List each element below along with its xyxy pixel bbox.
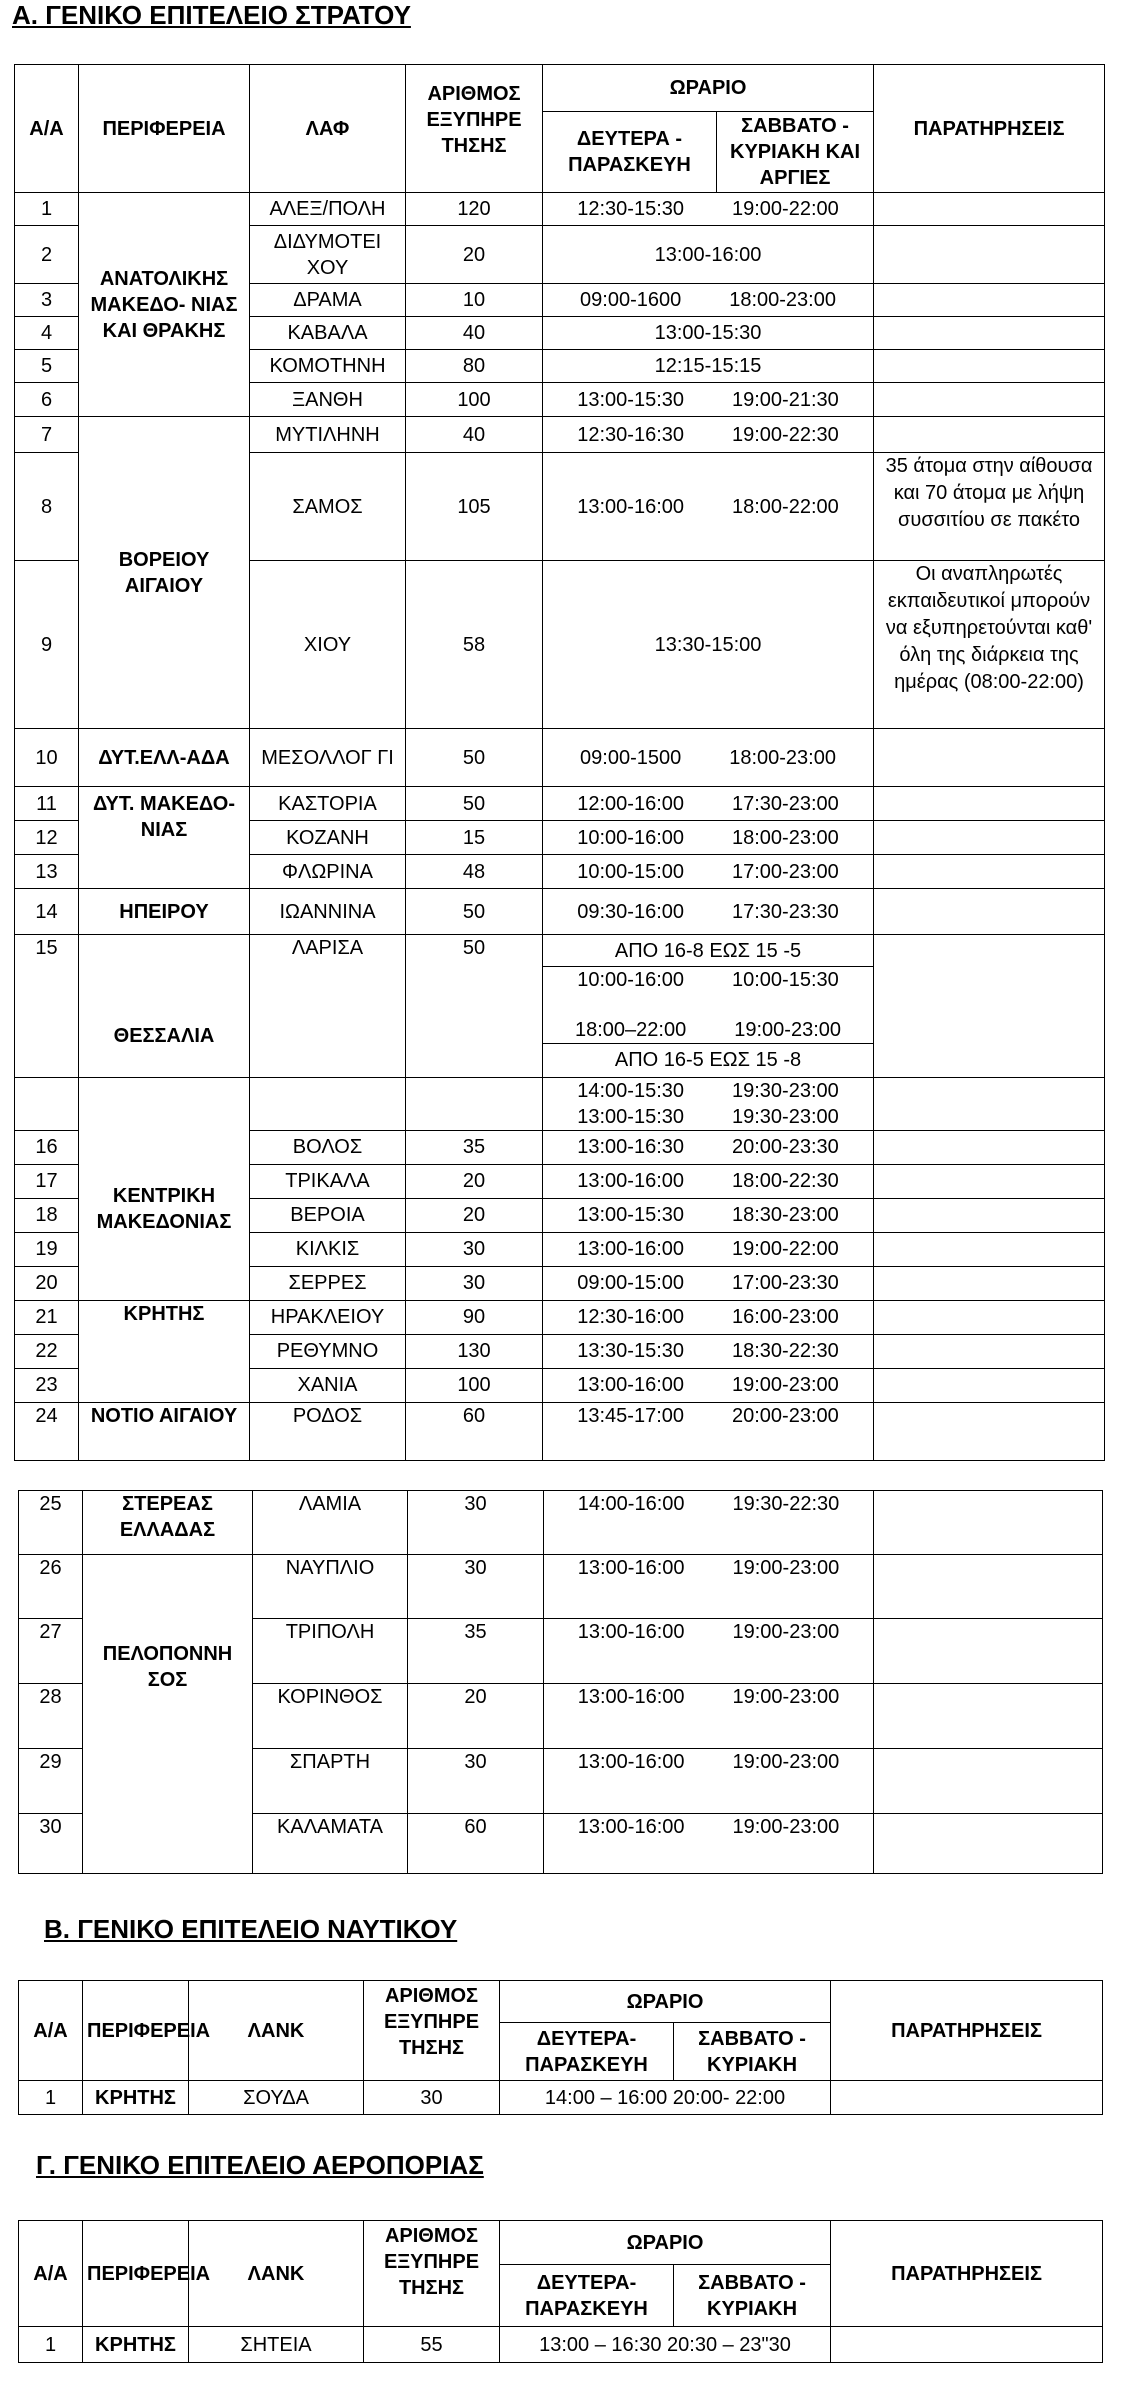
capacity-cell: 40 [406, 317, 543, 350]
capacity-cell: 100 [406, 383, 543, 417]
row-number: 5 [15, 350, 79, 383]
unit-cell: ΧΙΟΥ [250, 561, 406, 729]
unit-cell: ΚΟΡΙΝΘΟΣ [253, 1684, 408, 1749]
capacity-cell: 80 [406, 350, 543, 383]
capacity-cell: 20 [406, 1198, 543, 1232]
section-b-title: Β. ΓΕΝΙΚΟ ΕΠΙΤΕΛΕΙΟ ΝΑΥΤΙΚΟΥ [44, 1914, 458, 1944]
capacity-cell: 35 [406, 1130, 543, 1164]
remarks-cell [831, 2327, 1103, 2363]
table-row [19, 2327, 1103, 2363]
schedule-cell: 14:00-15:30 19:30-23:00 13:00-15:30 19:30-23:00 [543, 1077, 874, 1130]
schedule-cell: 13:30-15:30 18:30-22:30 [543, 1334, 874, 1368]
remarks-cell [874, 1402, 1105, 1460]
schedule-cell: 13:30-15:00 [543, 561, 874, 729]
region-cell: ΣΤΕΡΕΑΣ ΕΛΛΑΔΑΣ [83, 1491, 253, 1555]
region-cell: ΔΥΤ. ΜΑΚΕΔΟ- ΝΙΑΣ [79, 787, 250, 889]
capacity-cell: 58 [406, 561, 543, 729]
schedule-cell: 14:00-16:00 19:30-22:30 [544, 1491, 874, 1555]
region-cell: ΒΟΡΕΙΟΥ ΑΙΓΑΙΟΥ [79, 417, 250, 729]
table-row [19, 1491, 1103, 1555]
capacity-cell: 20 [406, 1164, 543, 1198]
header-remarks: ΠΑΡΑΤΗΡΗΣΕΙΣ [874, 65, 1105, 193]
unit-cell: ΣΕΡΡΕΣ [250, 1266, 406, 1300]
unit-cell: ΣΟΥΔΑ [189, 2081, 364, 2115]
remarks-cell [874, 1749, 1103, 1814]
unit-cell: ΚΑΣΤΟΡΙΑ [250, 787, 406, 821]
schedule-cell: 14:00 – 16:00 20:00- 22:00 [500, 2081, 831, 2115]
unit-cell: ΒΟΛΟΣ [250, 1130, 406, 1164]
remarks-cell [874, 1491, 1103, 1555]
header-capacity: ΑΡΙΘΜΟΣ ΕΞΥΠΗΡΕ ΤΗΣΗΣ [364, 2221, 500, 2327]
header-capacity: ΑΡΙΘΜΟΣ ΕΞΥΠΗΡΕ ΤΗΣΗΣ [406, 65, 543, 193]
army-table [14, 64, 1105, 1461]
schedule-cell: 09:00-1500 18:00-23:00 [543, 729, 874, 787]
region-cell: ΠΕΛΟΠΟΝΝΗ ΣΟΣ [83, 1555, 253, 1874]
schedule-cell: 13:00-16:00 19:00-23:00 [544, 1814, 874, 1874]
region-cell: ΚΡΗΤΗΣ [79, 1300, 250, 1402]
row-number: 25 [19, 1491, 83, 1555]
unit-cell: ΞΑΝΘΗ [250, 383, 406, 417]
remarks-cell [874, 1368, 1105, 1402]
header-unit: ΛΑΝΚ [189, 2221, 364, 2327]
table-row [15, 935, 1105, 967]
region-cell: ΘΕΣΣΑΛΙΑ [79, 935, 250, 1078]
unit-cell: ΔΡΑΜΑ [250, 284, 406, 317]
header-weekend: ΣΑΒΒΑΤΟ - ΚΥΡΙΑΚΗ ΚΑΙ ΑΡΓΙΕΣ [717, 112, 874, 193]
header-remarks: ΠΑΡΑΤΗΡΗΣΕΙΣ [831, 2221, 1103, 2327]
schedule-cell: 13:00-15:30 [543, 317, 874, 350]
row-number: 10 [15, 729, 79, 787]
schedule-cell: 13:00-15:30 18:30-23:00 [543, 1198, 874, 1232]
remarks-cell [874, 787, 1105, 821]
row-number: 4 [15, 317, 79, 350]
row-number: 16 [15, 1130, 79, 1164]
unit-cell: ΛΑΜΙΑ [253, 1491, 408, 1555]
schedule-cell: 10:00-15:00 17:00-23:00 [543, 855, 874, 889]
remarks-cell [874, 317, 1105, 350]
capacity-cell: 35 [408, 1619, 544, 1684]
schedule-cell: 13:00-16:00 19:00-23:00 [544, 1555, 874, 1619]
unit-cell: ΤΡΙΚΑΛΑ [250, 1164, 406, 1198]
row-number: 8 [15, 453, 79, 561]
unit-cell: ΣΠΑΡΤΗ [253, 1749, 408, 1814]
row-number: 6 [15, 383, 79, 417]
section-a-title: Α. ΓΕΝΙΚΟ ΕΠΙΤΕΛΕΙΟ ΣΤΡΑΤΟΥ [12, 0, 411, 30]
capacity-cell: 120 [406, 193, 543, 226]
header-unit: ΛΑΦ [250, 65, 406, 193]
unit-cell: ΑΛΕΞ/ΠΟΛΗ [250, 193, 406, 226]
row-number: 28 [19, 1684, 83, 1749]
header-schedule: ΩΡΑΡΙΟ [500, 1981, 831, 2023]
schedule-cell: 13:00-15:30 19:00-21:30 [543, 383, 874, 417]
schedule-cell: 18:00–22:00 19:00-23:00 [543, 1017, 874, 1044]
remarks-cell [874, 1334, 1105, 1368]
header-region: ΠΕΡΙΦΕΡΕΙΑ [83, 2221, 189, 2327]
schedule-cell: 13:00-16:00 19:00-23:00 [544, 1684, 874, 1749]
table-row [19, 1555, 1103, 1619]
capacity-cell: 105 [406, 453, 543, 561]
table-row [15, 889, 1105, 935]
remarks-cell [874, 1555, 1103, 1619]
capacity-cell: 50 [406, 889, 543, 935]
schedule-cell: 13:00 – 16:30 20:30 – 23"30 [500, 2327, 831, 2363]
capacity-cell: 55 [364, 2327, 500, 2363]
row-number: 3 [15, 284, 79, 317]
unit-cell: ΡΟΔΟΣ [250, 1402, 406, 1460]
schedule-cell: 13:00-16:00 19:00-23:00 [543, 1368, 874, 1402]
schedule-cell: 13:00-16:00 18:00-22:30 [543, 1164, 874, 1198]
region-cell: ΚΡΗΤΗΣ [83, 2327, 189, 2363]
schedule-cell: 12:30-15:30 19:00-22:00 [543, 193, 874, 226]
row-number: 11 [15, 787, 79, 821]
schedule-cell: 12:30-16:30 19:00-22:30 [543, 417, 874, 453]
capacity-cell: 30 [406, 1266, 543, 1300]
header-aa: Α/Α [19, 1981, 83, 2081]
remarks-cell [874, 729, 1105, 787]
remarks-cell [874, 1619, 1103, 1684]
schedule-cell: 12:15-15:15 [543, 350, 874, 383]
army-table-continued [18, 1490, 1103, 1874]
row-number: 1 [19, 2081, 83, 2115]
region-cell: ΝΟΤΙΟ ΑΙΓΑΙΟΥ [79, 1402, 250, 1460]
row-number: 21 [15, 1300, 79, 1334]
schedule-cell: 09:00-1600 18:00-23:00 [543, 284, 874, 317]
table-row [15, 193, 1105, 226]
schedule-cell: 13:45-17:00 20:00-23:00 [543, 1402, 874, 1460]
row-number: 14 [15, 889, 79, 935]
row-number: 1 [19, 2327, 83, 2363]
section-c-title: Γ. ΓΕΝΙΚΟ ΕΠΙΤΕΛΕΙΟ ΑΕΡΟΠΟΡΙΑΣ [36, 2150, 484, 2180]
remarks-cell [874, 1164, 1105, 1198]
capacity-cell: 90 [406, 1300, 543, 1334]
schedule-cell: 13:00-16:00 [543, 226, 874, 284]
header-weekdays: ΔΕΥΤΕΡΑ- ΠΑΡΑΣΚΕΥΗ [500, 2265, 674, 2327]
row-number: 1 [15, 193, 79, 226]
airforce-table [18, 2220, 1103, 2363]
header-weekdays: ΔΕΥΤΕΡΑ- ΠΑΡΑΣΚΕΥΗ [500, 2023, 674, 2081]
remarks-cell [874, 193, 1105, 226]
row-number: 24 [15, 1402, 79, 1460]
remarks-cell [874, 1684, 1103, 1749]
row-number: 20 [15, 1266, 79, 1300]
header-aa: Α/Α [15, 65, 79, 193]
table-row [15, 417, 1105, 453]
capacity-cell: 50 [406, 729, 543, 787]
region-cell: ΔΥΤ.ΕΛΛ-ΑΔΑ [79, 729, 250, 787]
row-number: 29 [19, 1749, 83, 1814]
unit-cell: ΙΩΑΝΝΙΝΑ [250, 889, 406, 935]
remarks-cell [874, 226, 1105, 284]
capacity-cell: 30 [406, 1232, 543, 1266]
region-cell: ΚΡΗΤΗΣ [83, 2081, 189, 2115]
remarks-cell: 35 άτομα στην αίθουσα και 70 άτομα με λήψη συσσιτίου σε πακέτο [874, 453, 1105, 561]
unit-cell: ΣΗΤΕΙΑ [189, 2327, 364, 2363]
remarks-cell [874, 383, 1105, 417]
header-unit: ΛΑΝΚ [189, 1981, 364, 2081]
unit-cell: ΔΙΔΥΜΟΤΕΙ ΧΟΥ [250, 226, 406, 284]
header-region: ΠΕΡΙΦΕΡΕΙΑ [79, 65, 250, 193]
remarks-cell [831, 2081, 1103, 2115]
schedule-cell: 10:00-16:00 10:00-15:30 [543, 967, 874, 1017]
remarks-cell [874, 855, 1105, 889]
period-label: ΑΠΟ 16-5 ΕΩΣ 15 -8 [543, 1043, 874, 1077]
row-number: 7 [15, 417, 79, 453]
unit-cell: ΜΥΤΙΛΗΝΗ [250, 417, 406, 453]
unit-cell: ΣΑΜΟΣ [250, 453, 406, 561]
capacity-cell: 130 [406, 1334, 543, 1368]
row-number: 12 [15, 821, 79, 855]
remarks-cell [874, 1300, 1105, 1334]
unit-cell: ΚΙΛΚΙΣ [250, 1232, 406, 1266]
schedule-cell: 10:00-16:00 18:00-23:00 [543, 821, 874, 855]
unit-cell: ΚΟΖΑΝΗ [250, 821, 406, 855]
remarks-cell [874, 350, 1105, 383]
row-number: 27 [19, 1619, 83, 1684]
region-cell: ΑΝΑΤΟΛΙΚΗΣ ΜΑΚΕΔΟ- ΝΙΑΣ ΚΑΙ ΘΡΑΚΗΣ [79, 193, 250, 417]
header-capacity: ΑΡΙΘΜΟΣ ΕΞΥΠΗΡΕ ΤΗΣΗΣ [364, 1981, 500, 2081]
capacity-cell: 100 [406, 1368, 543, 1402]
schedule-cell: 13:00-16:00 18:00-22:00 [543, 453, 874, 561]
region-cell: ΚΕΝΤΡΙΚΗ ΜΑΚΕΔΟΝΙΑΣ [79, 1077, 250, 1300]
schedule-cell: 12:30-16:00 16:00-23:00 [543, 1300, 874, 1334]
region-cell: ΗΠΕΙΡΟΥ [79, 889, 250, 935]
table-row [15, 1402, 1105, 1460]
schedule-cell: 09:00-15:00 17:00-23:30 [543, 1266, 874, 1300]
row-number: 15 [15, 935, 79, 1078]
remarks-cell [874, 1232, 1105, 1266]
unit-cell: ΤΡΙΠΟΛΗ [253, 1619, 408, 1684]
unit-cell: ΚΑΛΑΜΑΤΑ [253, 1814, 408, 1874]
unit-cell: ΗΡΑΚΛΕΙΟΥ [250, 1300, 406, 1334]
schedule-cell: 12:00-16:00 17:30-23:00 [543, 787, 874, 821]
period-label: ΑΠΟ 16-8 ΕΩΣ 15 -5 [543, 935, 874, 967]
row-number: 13 [15, 855, 79, 889]
schedule-cell: 13:00-16:00 19:00-23:00 [544, 1749, 874, 1814]
capacity-cell: 30 [408, 1749, 544, 1814]
capacity-cell: 20 [408, 1684, 544, 1749]
remarks-cell [874, 889, 1105, 935]
remarks-cell [874, 1814, 1103, 1874]
unit-cell: ΛΑΡΙΣΑ [250, 935, 406, 1078]
schedule-cell: 13:00-16:30 20:00-23:30 [543, 1130, 874, 1164]
row-number: 22 [15, 1334, 79, 1368]
header-schedule: ΩΡΑΡΙΟ [500, 2221, 831, 2265]
header-weekend: ΣΑΒΒΑΤΟ - ΚΥΡΙΑΚΗ [674, 2265, 831, 2327]
unit-cell: ΚΟΜΟΤΗΝΗ [250, 350, 406, 383]
unit-cell: ΦΛΩΡΙΝΑ [250, 855, 406, 889]
table-row [15, 1300, 1105, 1334]
header-aa: Α/Α [19, 2221, 83, 2327]
row-number: 23 [15, 1368, 79, 1402]
capacity-cell: 30 [364, 2081, 500, 2115]
remarks-cell [874, 1266, 1105, 1300]
header-remarks: ΠΑΡΑΤΗΡΗΣΕΙΣ [831, 1981, 1103, 2081]
header-schedule: ΩΡΑΡΙΟ [543, 65, 874, 112]
row-number: 18 [15, 1198, 79, 1232]
header-weekdays: ΔΕΥΤΕΡΑ - ΠΑΡΑΣΚΕΥΗ [543, 112, 717, 193]
capacity-cell: 60 [408, 1814, 544, 1874]
capacity-cell: 60 [406, 1402, 543, 1460]
remarks-cell [874, 417, 1105, 453]
schedule-cell: 13:00-16:00 19:00-22:00 [543, 1232, 874, 1266]
capacity-cell: 40 [406, 417, 543, 453]
row-number: 2 [15, 226, 79, 284]
remarks-cell [874, 821, 1105, 855]
capacity-cell: 15 [406, 821, 543, 855]
table-row [19, 2081, 1103, 2115]
table-row [15, 787, 1105, 821]
capacity-cell: 50 [406, 935, 543, 1078]
schedule-cell: 13:00-16:00 19:00-23:00 [544, 1619, 874, 1684]
unit-cell: ΝΑΥΠΛΙΟ [253, 1555, 408, 1619]
capacity-cell: 10 [406, 284, 543, 317]
header-weekend: ΣΑΒΒΑΤΟ - ΚΥΡΙΑΚΗ [674, 2023, 831, 2081]
header-region: ΠΕΡΙΦΕΡΕΙΑ [83, 1981, 189, 2081]
row-number: 30 [19, 1814, 83, 1874]
capacity-cell: 48 [406, 855, 543, 889]
row-number: 26 [19, 1555, 83, 1619]
remarks-cell [874, 284, 1105, 317]
schedule-cell: 09:30-16:00 17:30-23:30 [543, 889, 874, 935]
capacity-cell: 30 [408, 1491, 544, 1555]
navy-table [18, 1980, 1103, 2115]
remarks-cell [874, 935, 1105, 1078]
unit-cell: ΜΕΣΟΛΛΟΓ ΓΙ [250, 729, 406, 787]
unit-cell: ΧΑΝΙΑ [250, 1368, 406, 1402]
row-number: 19 [15, 1232, 79, 1266]
unit-cell: ΡΕΘΥΜΝΟ [250, 1334, 406, 1368]
row-number: 17 [15, 1164, 79, 1198]
capacity-cell: 30 [408, 1555, 544, 1619]
remarks-cell [874, 1130, 1105, 1164]
table-row [15, 729, 1105, 787]
unit-cell: ΒΕΡΟΙΑ [250, 1198, 406, 1232]
remarks-cell: Οι αναπληρωτές εκπαιδευτικοί μπορούν να εξυπηρετούνται καθ' όλη της διάρκεια της ημέρας (08:00-22:00) [874, 561, 1105, 729]
capacity-cell: 50 [406, 787, 543, 821]
unit-cell: ΚΑΒΑΛΑ [250, 317, 406, 350]
capacity-cell: 20 [406, 226, 543, 284]
row-number: 9 [15, 561, 79, 729]
remarks-cell [874, 1198, 1105, 1232]
